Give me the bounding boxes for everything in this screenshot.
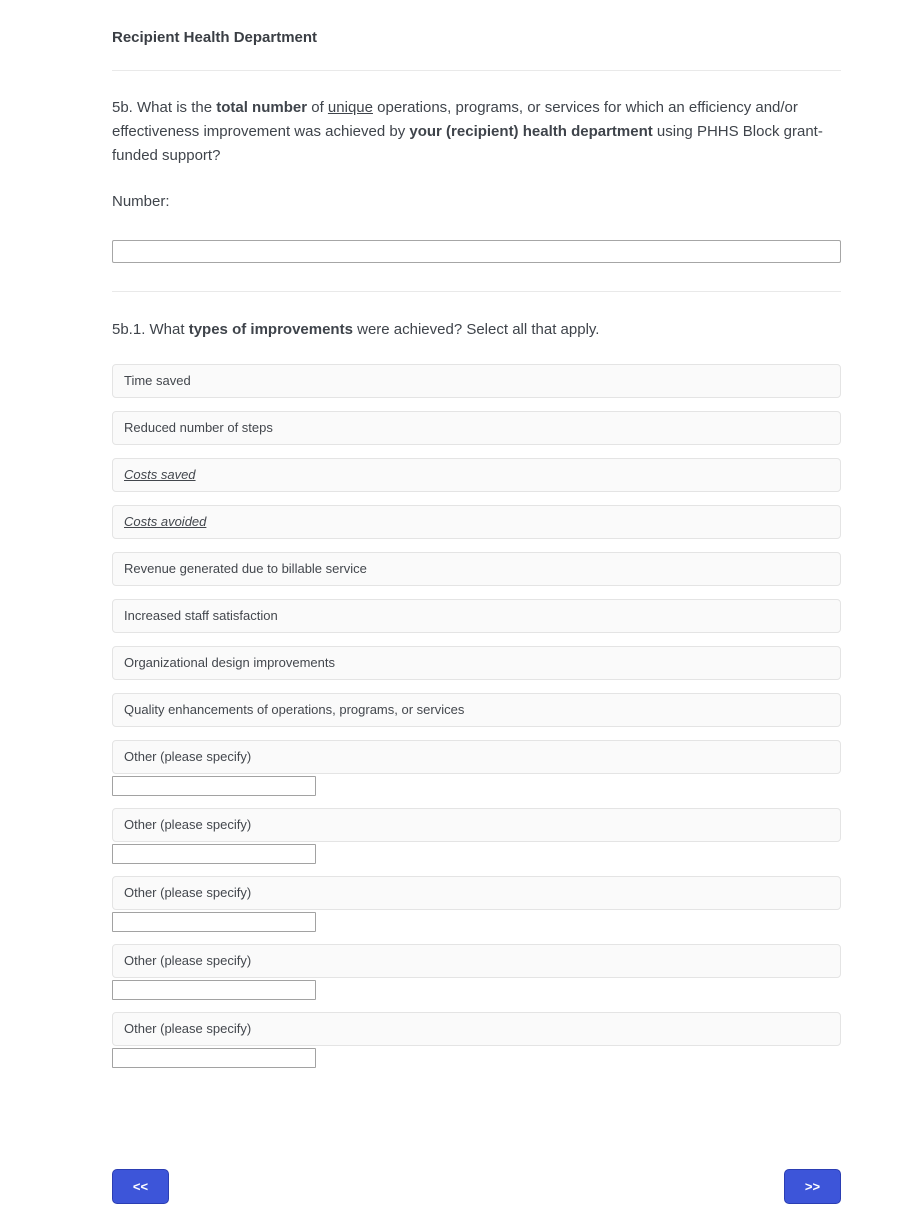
option-row[interactable] [112,693,841,727]
previous-page-button[interactable]: << [112,1169,169,1204]
other-specify-input[interactable] [112,776,316,796]
option-row[interactable] [112,808,841,842]
option-label: Costs avoided [124,514,207,529]
question-text-segment: total number [216,99,308,116]
option-group [112,740,841,796]
option-row[interactable] [112,876,841,910]
question-text-segment: using PHHS Block grant-funded support? [112,123,823,164]
question-text-segment: operations, programs, or services for which an efficiency and/or effectiveness improvement was achieved by [112,99,798,140]
other-specify-input[interactable] [112,1048,316,1068]
option-row[interactable] [112,458,841,492]
number-label: Number: [112,193,170,210]
option-label: Other (please specify) [124,1021,252,1036]
option-label: Organizational design improvements [124,655,335,670]
question-text-segment: types of improvements [188,321,353,338]
option-row[interactable] [112,646,841,680]
option-group [112,876,841,932]
option-label: Other (please specify) [124,817,252,832]
question-5b1-text [112,318,841,342]
option-row[interactable] [112,364,841,398]
option-label: Costs saved [124,467,196,482]
option-group [112,1012,841,1068]
question-text-segment: were achieved? Select all that apply. [352,321,600,338]
option-label: Other (please specify) [124,953,252,968]
option-row[interactable] [112,599,841,633]
question-text-segment: 5b. What is the [112,99,217,116]
option-group [112,552,841,586]
options-list [112,364,841,1068]
other-specify-input[interactable] [112,980,316,1000]
option-group [112,693,841,727]
option-group [112,944,841,1000]
option-group [112,505,841,539]
option-label: Other (please specify) [124,749,252,764]
option-row[interactable] [112,1012,841,1046]
survey-content [112,30,841,1204]
option-label: Increased staff satisfaction [124,608,278,623]
option-label: Other (please specify) [124,885,252,900]
number-input[interactable] [112,240,841,263]
option-label: Reduced number of steps [124,420,273,435]
option-row[interactable] [112,505,841,539]
question-text-segment: unique [327,99,373,116]
other-specify-input[interactable] [112,844,316,864]
option-label: Quality enhancements of operations, programs, or services [124,702,465,717]
question-text-segment: of [307,99,328,116]
page-title: Recipient Health Department [112,29,318,46]
option-group [112,364,841,398]
option-row[interactable] [112,552,841,586]
option-row[interactable] [112,944,841,978]
divider [112,70,841,71]
option-label: Time saved [124,373,191,388]
option-group [112,808,841,864]
option-row[interactable] [112,740,841,774]
option-group [112,458,841,492]
next-page-button[interactable]: >> [784,1169,841,1204]
option-group [112,599,841,633]
question-text-segment: 5b.1. What [112,321,189,338]
question-5b-text [112,96,841,168]
navigation-row [112,1169,841,1204]
option-group [112,411,841,445]
option-row[interactable] [112,411,841,445]
divider [112,291,841,292]
option-group [112,646,841,680]
option-label: Revenue generated due to billable service [124,561,367,576]
other-specify-input[interactable] [112,912,316,932]
question-text-segment: your (recipient) health department [409,123,653,140]
